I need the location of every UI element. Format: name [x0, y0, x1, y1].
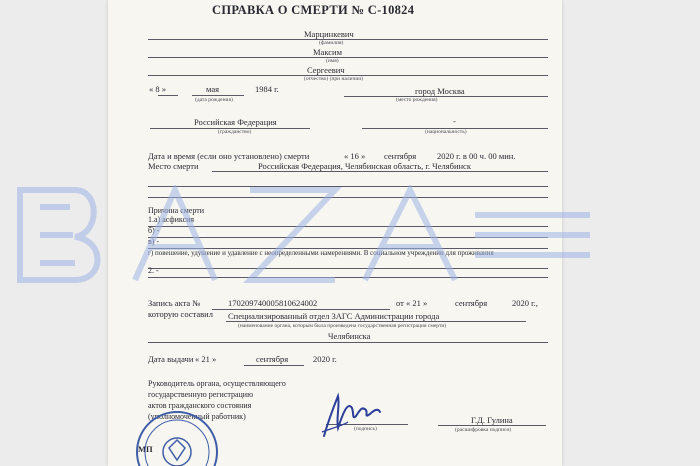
nationality-caption: (национальность) [425, 129, 467, 135]
cause-label: Причина смерти [148, 206, 205, 215]
signer-caption: (расшифровка подписи) [455, 427, 512, 433]
composed-label: которую составил [148, 309, 213, 319]
birth-month-line [192, 95, 244, 96]
citizenship-value: Российская Федерация [194, 117, 277, 127]
cause-a: 1.а) асфиксия [148, 215, 195, 224]
death-place-line [212, 171, 548, 172]
name-line [148, 57, 548, 58]
death-place-value: Российская Федерация, Челябинская область, г. Челябинск [258, 161, 471, 171]
death-year-time: 2020 г. в 00 ч. 00 мин. [437, 151, 516, 161]
head-line-3: актов гражданского состояния [148, 401, 252, 410]
composed-city-line [148, 342, 548, 343]
head-line-4: (уполномоченный работник) [148, 412, 246, 421]
record-number-line [212, 309, 390, 310]
record-number: 170209740005810624002 [228, 298, 318, 308]
head-line-2: государственную регистрацию [148, 390, 254, 399]
birth-day: « 8 » [149, 84, 166, 94]
birth-day-line [158, 95, 178, 96]
death-day: « 16 » [344, 151, 366, 161]
birth-date-caption: (дата рождения) [195, 97, 233, 103]
surname-line [148, 39, 548, 40]
issue-label: Дата выдачи [148, 354, 194, 364]
composed-by: Специализированный отдел ЗАГС Администрации города [228, 311, 440, 321]
record-month: сентября [455, 298, 488, 308]
birth-place-caption: (место рождения) [396, 97, 438, 103]
record-from: от « 21 » [396, 298, 428, 308]
signer-line [438, 425, 546, 426]
birth-year: 1984 г. [255, 84, 279, 94]
patronymic-caption: (отчество) (при наличии) [304, 76, 364, 82]
cause-v: в) - [148, 237, 160, 246]
nationality-value: - [453, 116, 456, 126]
cause-b: б) - [148, 226, 160, 235]
composed-by-line [226, 321, 526, 322]
cause-g: г) повешение, удушение и удавление с неопределенными намерениями. В социальном учреждении для проживания [148, 249, 494, 257]
signer-name: Г.Д. Гулина [471, 415, 513, 425]
document-title: СПРАВКА О СМЕРТИ № С-10824 [212, 3, 415, 17]
death-time-label: Дата и время (если оно установлено) смерти [148, 151, 310, 161]
signature-caption: (подпись) [354, 426, 377, 432]
name-value: Максим [313, 47, 342, 57]
record-label: Запись акта № [148, 298, 201, 308]
citizenship-caption: (гражданство) [218, 129, 252, 135]
birth-place-line [344, 96, 548, 97]
issue-day: « 21 » [195, 354, 217, 364]
issue-month: сентября [256, 354, 289, 364]
composed-caption: (наименование органа, которым была произведена государственная регистрация смерти) [238, 323, 447, 329]
patronymic-value: Сергеевич [307, 65, 345, 75]
issue-month-line [244, 365, 304, 366]
baza-watermark [15, 185, 595, 285]
composed-city: Челябинска [328, 331, 371, 341]
record-year: 2020 г., [512, 298, 538, 308]
birth-place: город Москва [415, 86, 465, 96]
head-line-1: Руководитель органа, осуществляющего [148, 379, 286, 388]
death-place-label: Место смерти [148, 161, 199, 171]
official-stamp [135, 410, 219, 466]
death-month: сентября [384, 151, 417, 161]
birth-month: мая [206, 84, 220, 94]
name-caption: (имя) [326, 58, 339, 64]
signature-scribble [318, 388, 382, 440]
seal-place-mark: МП [138, 444, 153, 454]
surname-caption: (фамилия) [319, 40, 344, 46]
cause-2: 2. - [148, 266, 159, 275]
issue-year: 2020 г. [313, 354, 337, 364]
surname-value: Марцинкевич [304, 29, 354, 39]
